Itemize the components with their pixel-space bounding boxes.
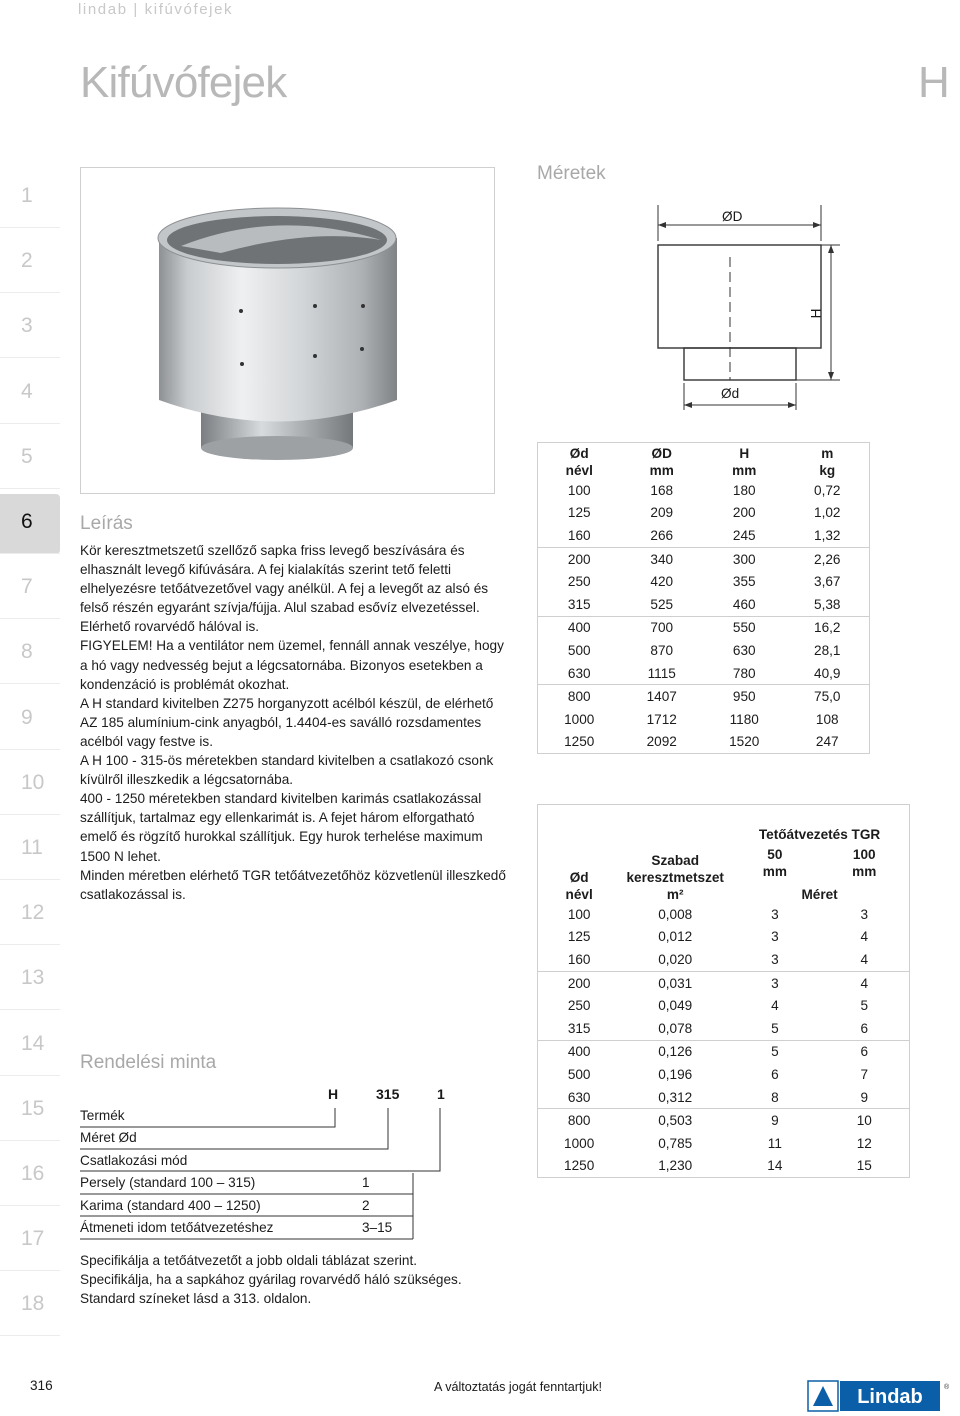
table-row xyxy=(538,547,870,570)
index-tab-18[interactable]: 18 xyxy=(0,1276,60,1336)
order-code-connection: 1 xyxy=(437,1086,445,1102)
order-note: Standard színeket lásd a 313. oldalon. xyxy=(80,1291,312,1307)
table-cell: 4 xyxy=(860,951,869,967)
table-cell: 1000 xyxy=(564,1135,595,1151)
index-tab-5[interactable]: 5 xyxy=(0,429,60,489)
table-row xyxy=(538,708,870,731)
index-tab-12[interactable]: 12 xyxy=(0,885,60,945)
table-row xyxy=(538,994,910,1017)
description-paragraph: A H standard kivitelben Z275 horganyzott acélból készül, de elérhető AZ 185 alumínium-cink anyagból, 1.4404-es saválló rozsdamentes acélból vagy festve is. xyxy=(80,695,494,749)
order-title: Rendelési minta xyxy=(80,1052,217,1073)
group-header-tgr: Tetőátvezetés TGR xyxy=(758,827,881,842)
order-line-sleeve: Persely (standard 100 – 315) xyxy=(80,1175,256,1190)
table-cell: 315 xyxy=(567,596,591,612)
table-cell: 800 xyxy=(538,685,621,708)
table-cell: 550 xyxy=(703,616,786,639)
dimension-drawing xyxy=(650,205,840,410)
index-tab-16[interactable]: 16 xyxy=(0,1146,60,1206)
table-cell: 250 xyxy=(567,574,591,590)
table-cell: 400 xyxy=(538,616,621,639)
table-cell: 200 xyxy=(538,971,621,994)
roof-penetration-table xyxy=(537,804,910,1178)
table-cell: 100 xyxy=(567,906,591,922)
table-row xyxy=(538,926,910,949)
table-row xyxy=(538,1132,910,1155)
dimensions-table xyxy=(537,442,870,754)
table-row xyxy=(538,1086,910,1109)
table-cell: 1520 xyxy=(729,734,760,750)
table-cell: 9 xyxy=(730,1109,819,1132)
svg-text:Lindab: Lindab xyxy=(857,1386,923,1408)
table-cell: 1407 xyxy=(621,685,704,708)
table-cell: 0,785 xyxy=(658,1135,693,1151)
table-cell: 1712 xyxy=(646,711,677,727)
table-row xyxy=(538,1017,910,1040)
page-number: 316 xyxy=(30,1378,53,1393)
order-line-transition: Átmeneti idom tetőátvezetéshez xyxy=(80,1220,274,1235)
index-tab-4[interactable]: 4 xyxy=(0,364,60,424)
index-tab-10[interactable]: 10 xyxy=(0,755,60,815)
col-header-size: Méret xyxy=(801,887,838,902)
description-paragraph: FIGYELEM! Ha a ventilátor nem üzemel, fennáll annak veszélye, hogy a hó vagy nedvesség bejut a légcsatornába. Bizonyos esetekben a kondenzáció is problémát okozhat. xyxy=(80,638,504,692)
table-cell: 300 xyxy=(703,547,786,570)
product-photo xyxy=(80,167,495,494)
table-cell: 12 xyxy=(856,1135,872,1151)
table-cell: 0,503 xyxy=(620,1109,730,1132)
order-line-size: Méret Ød xyxy=(80,1130,137,1145)
description-title: Leírás xyxy=(80,513,133,534)
order-line-connection: Csatlakozási mód xyxy=(80,1153,188,1168)
table-cell: 0,312 xyxy=(658,1089,693,1105)
table-cell: 4 xyxy=(860,929,869,945)
table-cell: 3 xyxy=(771,951,779,967)
table-cell: 5 xyxy=(730,1040,819,1063)
table-row xyxy=(538,479,870,502)
order-value-flange: 2 xyxy=(362,1198,370,1213)
table-cell: 0,049 xyxy=(658,998,693,1014)
table-cell: 245 xyxy=(732,527,756,543)
col-header-50: 50 mm xyxy=(762,847,787,880)
table-cell: 1250 xyxy=(564,734,595,750)
col-header-free-area: Szabad keresztmetszet m² xyxy=(626,853,724,902)
table-cell: 630 xyxy=(732,642,756,658)
table-cell: 5 xyxy=(771,1020,779,1036)
table-cell: 525 xyxy=(650,596,674,612)
table-cell: 355 xyxy=(732,574,756,590)
lindab-logo xyxy=(808,1381,948,1411)
table-row xyxy=(538,731,870,754)
table-cell: 5,38 xyxy=(814,596,841,612)
footer-note: A változtatás jogát fenntartjuk! xyxy=(434,1380,603,1394)
order-code-product: H xyxy=(328,1086,339,1102)
table-row xyxy=(538,524,870,547)
table-cell: 2092 xyxy=(646,734,677,750)
table-cell: 266 xyxy=(650,527,674,543)
index-tab-9[interactable]: 9 xyxy=(0,690,60,750)
dimensions-title: Méretek xyxy=(537,163,606,184)
table-cell: 125 xyxy=(567,929,591,945)
col-header-100: 100 mm xyxy=(852,847,877,880)
table-cell: 5 xyxy=(860,998,869,1014)
col-header-d: Ød névl xyxy=(565,446,593,478)
table-row xyxy=(538,1155,910,1178)
col-header-H: H mm xyxy=(732,446,757,478)
table-cell: 3 xyxy=(860,906,869,922)
dimension-label-d: Ød xyxy=(721,386,740,401)
table-row xyxy=(538,639,870,662)
index-tab-2[interactable]: 2 xyxy=(0,233,60,293)
table-cell: 630 xyxy=(567,665,591,681)
table-cell: 8 xyxy=(771,1089,779,1105)
table-cell: 10 xyxy=(820,1109,910,1132)
table-cell: 1250 xyxy=(564,1158,595,1174)
table-cell: 4 xyxy=(820,971,910,994)
table-cell: 28,1 xyxy=(814,642,841,658)
table-cell: 16,2 xyxy=(786,616,870,639)
index-tab-1[interactable]: 1 xyxy=(0,168,60,228)
table-row xyxy=(538,616,870,639)
col-header-D: ØD mm xyxy=(649,446,674,478)
table-cell: 160 xyxy=(567,527,591,543)
table-cell: 500 xyxy=(567,1066,591,1082)
table-cell: 460 xyxy=(732,596,756,612)
table-cell: 870 xyxy=(650,642,674,658)
index-tab-11[interactable]: 11 xyxy=(0,820,60,880)
description-paragraph: Minden méretben elérhető TGR tetőátvezetőhöz közvetlenül illeszkedő csatlakozással is. xyxy=(80,867,506,902)
description-paragraph: A H 100 - 315-ös méretekben standard kivitelben a csatlakozó csonk kívülről illeszkedik a légcsatornába. xyxy=(80,753,494,788)
table-row xyxy=(538,1109,910,1132)
table-cell: 340 xyxy=(621,547,704,570)
index-tab-7[interactable]: 7 xyxy=(0,559,60,619)
order-notes xyxy=(80,1251,480,1308)
index-tab-15[interactable]: 15 xyxy=(0,1081,60,1141)
table-cell: 0,078 xyxy=(658,1020,693,1036)
table-cell: 1000 xyxy=(564,711,595,727)
table-cell: 500 xyxy=(567,642,591,658)
table-cell: 7 xyxy=(860,1066,869,1082)
table-cell: 247 xyxy=(815,734,839,750)
order-note: Specifikálja a tetőátvezetőt a jobb oldali táblázat szerint. xyxy=(80,1253,418,1268)
table-cell: 3 xyxy=(771,929,779,945)
table-row xyxy=(538,1040,910,1063)
table-cell: 950 xyxy=(703,685,786,708)
table-cell: 250 xyxy=(567,998,591,1014)
table-cell: 125 xyxy=(567,505,591,521)
order-line-product: Termék xyxy=(80,1108,125,1123)
table-row xyxy=(538,662,870,685)
description-paragraph: 400 - 1250 méretekben standard kivitelben karimás csatlakozással szállítjuk, tartalmaz egy ellenkarimát is. A fejet három elforgatható emelő és rögzítő hurokkal szállítjuk. Egy hurok terhelése maximum 1500 N lehet. xyxy=(80,791,483,864)
index-tab-17[interactable]: 17 xyxy=(0,1211,60,1271)
table-cell: 15 xyxy=(856,1158,872,1174)
table-row xyxy=(538,685,870,708)
index-tab-3[interactable]: 3 xyxy=(0,298,60,358)
table-cell: 700 xyxy=(621,616,704,639)
table-cell: 0,126 xyxy=(620,1040,730,1063)
table-cell: 1180 xyxy=(729,711,759,727)
table-cell: 108 xyxy=(815,711,839,727)
table-cell: 4 xyxy=(771,998,779,1014)
description-body xyxy=(80,541,510,904)
table-cell: 0,196 xyxy=(658,1066,693,1082)
table-cell: 2,26 xyxy=(786,547,870,570)
table-row xyxy=(538,1063,910,1086)
order-line-flange: Karima (standard 400 – 1250) xyxy=(80,1198,261,1213)
table-row xyxy=(538,570,870,593)
index-tab-6[interactable]: 6 xyxy=(0,494,60,554)
col-header-m: m kg xyxy=(819,446,836,478)
table-cell: 800 xyxy=(538,1109,621,1132)
table-cell: 1115 xyxy=(647,665,676,681)
table-cell: 40,9 xyxy=(814,665,841,681)
table-cell: 1,230 xyxy=(658,1158,693,1174)
table-row xyxy=(538,971,910,994)
table-cell: 780 xyxy=(732,665,756,681)
table-cell: 14 xyxy=(767,1158,783,1174)
table-cell: 1,02 xyxy=(814,505,841,521)
order-note: Specifikálja, ha a sapkához gyárilag rovarvédő háló szükséges. xyxy=(80,1272,462,1288)
order-value-transition: 3–15 xyxy=(362,1220,393,1235)
table-row xyxy=(538,948,910,971)
table-cell: 6 xyxy=(771,1066,779,1082)
table-cell: 9 xyxy=(860,1089,869,1105)
table-cell: 0,72 xyxy=(814,482,841,498)
index-tab-8[interactable]: 8 xyxy=(0,624,60,684)
table-cell: 420 xyxy=(650,574,674,590)
table-cell: 0,020 xyxy=(658,951,693,967)
table-cell: 630 xyxy=(567,1089,591,1105)
table-cell: 1,32 xyxy=(814,527,841,543)
description-paragraph: Kör keresztmetszetű szellőző sapka friss levegő beszívására és elhasznált levegő kifúvására. A fej kialakítás szerint tető feletti elhelyezésre tetőátvezetővel vagy anélkül. A fej a levegőt az alsó és felső részén egyaránt szívja/fújja. Alul szabad esővíz elvezetéssel. Elérhető rovarvédő hálóval is. xyxy=(80,543,489,635)
table-cell: 11 xyxy=(767,1135,782,1151)
table-cell: 200 xyxy=(538,547,621,570)
table-cell: 160 xyxy=(567,951,591,967)
table-cell: 200 xyxy=(732,505,756,521)
header-brand: lindab | kifúvófejek xyxy=(78,1,234,18)
table-cell: 6 xyxy=(820,1040,910,1063)
index-tab-13[interactable]: 13 xyxy=(0,950,60,1010)
table-cell: 3,67 xyxy=(814,574,841,590)
table-cell: 209 xyxy=(650,505,674,521)
table-cell: 0,008 xyxy=(658,906,693,922)
table-row xyxy=(538,593,870,616)
index-tab-14[interactable]: 14 xyxy=(0,1016,60,1076)
table-cell: 168 xyxy=(650,482,674,498)
page-letter: H xyxy=(918,58,950,107)
col-header-d: Ød névl xyxy=(565,870,593,902)
table-cell: 3 xyxy=(730,971,819,994)
table-cell: 3 xyxy=(771,906,779,922)
table-cell: 315 xyxy=(567,1020,591,1036)
order-code-size: 315 xyxy=(376,1086,400,1102)
order-value-sleeve: 1 xyxy=(362,1175,370,1190)
svg-text:®: ® xyxy=(944,1384,950,1391)
table-cell: 0,012 xyxy=(658,929,693,945)
table-row xyxy=(538,502,870,525)
table-row xyxy=(538,903,910,926)
table-cell: 100 xyxy=(567,482,591,498)
table-cell: 180 xyxy=(732,482,756,498)
table-cell: 75,0 xyxy=(786,685,870,708)
table-cell: 6 xyxy=(860,1020,869,1036)
page-title: Kifúvófejek xyxy=(80,58,287,107)
table-cell: 0,031 xyxy=(620,971,730,994)
dimension-label-H: H xyxy=(808,308,824,319)
dimension-label-D: ØD xyxy=(722,209,743,224)
table-cell: 400 xyxy=(538,1040,621,1063)
